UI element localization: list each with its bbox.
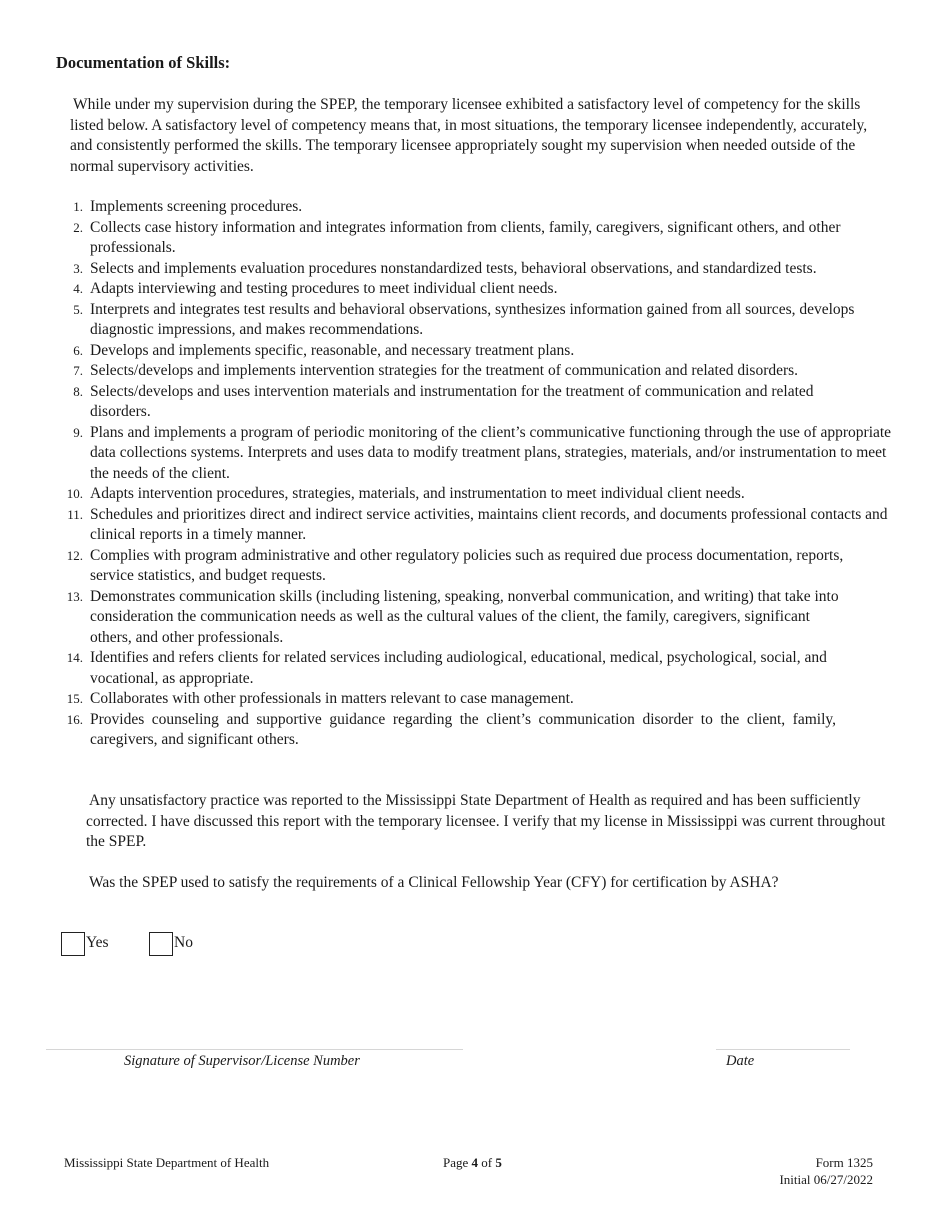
list-item [56, 361, 896, 382]
date-caption: Date [726, 1053, 755, 1069]
list-item [56, 587, 896, 649]
skills-list [56, 197, 896, 751]
item-text: Selects and implements evaluation procedures nonstandardized tests, behavioral observations, and standardized tests. [90, 259, 817, 277]
signature-caption: Signature of Supervisor/License Number [124, 1053, 360, 1069]
list-item [56, 341, 896, 362]
intro-paragraph: While under my supervision during the SPEP, the temporary licensee exhibited a satisfactory level of competency for the skills listed below. A satisfactory level of competency means that, in most situations, the temporary licensee independently, accurately, and consistently performed the skills. The temporary licensee appropriately sought my supervision when needed outside of the normal supervisory activities. [70, 96, 868, 175]
page-of: of [481, 1155, 493, 1170]
item-text: Identifies and refers clients for related services including audiological, educational, medical, psychological, social, and vocational, as appropriate. [90, 649, 827, 687]
item-text: Selects/develops and uses intervention materials and instrumentation for the treatment of communication and related disorders. [90, 382, 814, 420]
item-text: Selects/develops and implements intervention strategies for the treatment of communication and related disorders. [90, 362, 799, 379]
item-text: Collects case history information and integrates information from clients, family, caregivers, significant others, and other professionals. [90, 218, 841, 256]
item-text: Plans and implements a program of periodic monitoring of the client’s communicative functioning through the use of appropriate data collections systems. Interprets and uses data to modify treatment plans, strategies, materials, and/or instrumentation to meet the needs of the client. [90, 423, 892, 482]
item-number: 10. [66, 486, 83, 501]
item-text: Adapts intervention procedures, strategies, materials, and instrumentation to meet individual client needs. [90, 485, 745, 502]
list-item [56, 648, 896, 689]
list-item [56, 218, 896, 259]
form-initial-date: Initial 06/27/2022 [779, 1171, 873, 1187]
item-number: 9. [73, 424, 83, 440]
section-heading: Documentation of Skills: [56, 53, 231, 72]
item-number: 4. [73, 281, 83, 296]
page-total: 5 [495, 1155, 502, 1170]
no-option [149, 932, 193, 956]
item-number: 16. [66, 711, 83, 727]
page-current: 4 [471, 1155, 479, 1170]
item-number: 13. [66, 588, 83, 604]
item-text: Adapts interviewing and testing procedures to meet individual client needs. [90, 280, 558, 297]
item-number: 5. [73, 301, 83, 317]
yes-label: Yes [86, 934, 109, 951]
item-number: 2. [73, 219, 83, 235]
item-number: 11. [67, 506, 83, 522]
item-text: Interprets and integrates test results and behavioral observations, synthesizes information gained from all sources, develops diagnostic impressions, and makes recommendations. [90, 300, 855, 338]
item-text: Provides counseling and supportive guidance regarding the client’s communication disorder to the client, family, caregivers, and significant others. [90, 710, 836, 748]
item-number: 1. [73, 199, 83, 214]
list-item [56, 505, 896, 546]
yes-option [61, 932, 109, 956]
item-text: Collaborates with other professionals in matters relevant to case management. [90, 690, 574, 707]
item-number: 15. [66, 691, 83, 706]
item-text: Develops and implements specific, reasonable, and necessary treatment plans. [90, 341, 575, 359]
list-item [56, 279, 896, 300]
item-number: 3. [73, 260, 83, 276]
item-number: 14. [66, 650, 83, 665]
list-item [56, 300, 896, 341]
no-checkbox[interactable] [149, 932, 173, 956]
list-item [56, 259, 896, 280]
item-number: 8. [73, 383, 83, 399]
item-text: Schedules and prioritizes direct and indirect service activities, maintains client records, and documents professional contacts and clinical reports in a timely manner. [90, 505, 888, 543]
list-item [56, 484, 896, 505]
item-number: 7. [73, 363, 83, 378]
footer-department: Mississippi State Department of Health [64, 1155, 270, 1170]
item-text: Demonstrates communication skills (including listening, speaking, nonverbal communication, and writing) that take into consideration the communication needs as well as the cultural values of the client, the family, caregivers, significant others, and other professionals. [90, 587, 839, 646]
list-item [56, 689, 896, 710]
yes-checkbox[interactable] [61, 932, 85, 956]
cfy-question: Was the SPEP used to satisfy the requirements of a Clinical Fellowship Year (CFY) for certification by ASHA? [89, 874, 779, 891]
item-number: 12. [66, 547, 83, 563]
no-label: No [174, 934, 193, 951]
page-prefix: Page [443, 1155, 469, 1170]
form-number: Form 1325 [815, 1155, 873, 1170]
list-item [56, 546, 896, 587]
list-item [56, 382, 896, 423]
verification-paragraph: Any unsatisfactory practice was reported to the Mississippi State Department of Health as required and has been sufficiently corrected. I have discussed this report with the temporary licensee. I verify that my license in Mississippi was current throughout the SPEP. [86, 792, 886, 850]
list-item [56, 197, 896, 218]
footer-form-info [779, 1155, 873, 1188]
footer-page-number [443, 1155, 502, 1171]
list-item [56, 423, 896, 485]
list-item [56, 710, 896, 751]
item-number: 6. [73, 342, 83, 358]
signature-line[interactable] [46, 1049, 463, 1050]
item-text: Implements screening procedures. [90, 198, 303, 215]
item-text: Complies with program administrative and other regulatory policies such as required due process documentation, reports, service statistics, and budget requests. [90, 546, 844, 584]
date-line[interactable] [716, 1049, 850, 1050]
